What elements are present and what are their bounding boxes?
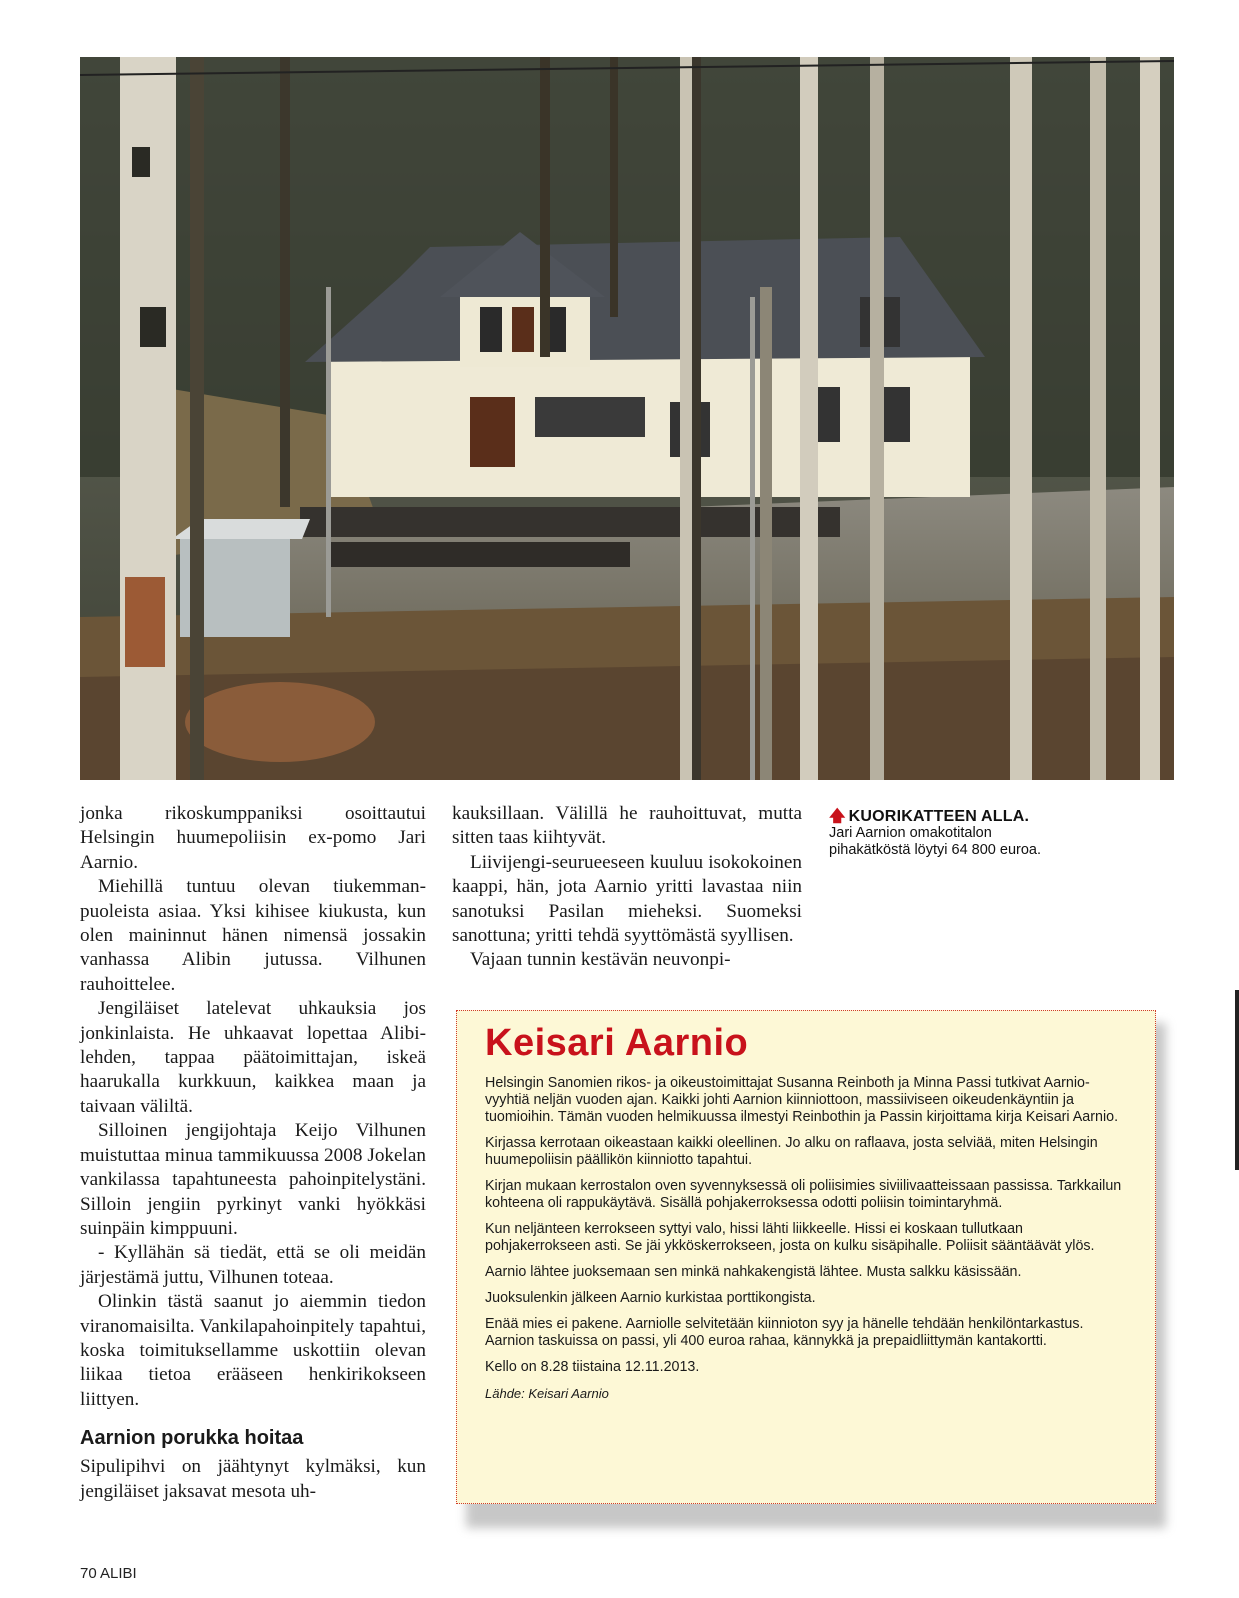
paragraph: Miehillä tuntuu olevan tiukemmanpuoleista asiaa. Yksi kihisee kiukusta, kun olen maininnut hänen nimensä jossakin vanhassa Alibin jutussa. Vilhunen rauhoittelee. [80, 876, 426, 995]
infobox-paragraph: Enää mies ei pakene. Aarniolle selvitetään kiinnioton syy ja hänelle tehdään henkilöntarkastus. Aarnion taskuissa on passi, yli 400 euroa rahaa, kännykkä ja prepaidliittymän kantakortti. [485, 1316, 1084, 1349]
infobox [456, 1010, 1156, 1504]
paragraph: Olinkin tästä saanut jo aiemmin tiedon viranomaisilta. Vankilapahoinpitely tapahtui, koska toimituksellamme uskottiin olevan liikaa tietoa erääseen henkirikokseen liittyen. [80, 1291, 426, 1410]
paragraph: Sipulipihvi on jäähtynyt kylmäksi, kun jengiläiset jaksavat mesota uh- [80, 1456, 426, 1502]
infobox-paragraph: Aarnio lähtee juoksemaan sen minkä nahkakengistä lähtee. Musta salkku käsissään. [485, 1264, 1022, 1280]
infobox-paragraph: Kello on 8.28 tiistaina 12.11.2013. [485, 1359, 700, 1375]
caption-text: Jari Aarnion omakotitalon pihakätköstä löytyi 64 800 euroa. [829, 825, 1041, 858]
paragraph: Jengiläiset latelevat uhkauksia jos jonkinlaista. He uhkaavat lopettaa Alibi-lehden, tappaa päätoimittajan, iskeä haarukalla kurkkuun, kaikkea maan ja taivaan väliltä. [80, 998, 426, 1117]
paragraph: Liivijengi-seurueeseen kuuluu isokokoinen kaappi, hän, jota Aarnio yritti lavastaa niin sanotuksi Pasilan mieheksi. Suomeksi sanottuna; yritti tehdä syyttömästä syyllisen. [452, 851, 802, 947]
infobox-paragraph: Kirjan mukaan kerrostalon oven syvennyksessä oli poliisimies siviilivaatteissaan passissa. Tarkkailun kohteena oli rappukäytävä. Sisällä pohjakerroksessa odotti poliisin toimintaryhmä. [485, 1178, 1122, 1211]
arrow-up-icon: 🡅 [829, 808, 846, 825]
house-in-forest-photo [80, 57, 1174, 780]
infobox-title: Keisari Aarnio [485, 1022, 749, 1064]
infobox-source: Lähde: Keisari Aarnio [485, 1386, 609, 1401]
infobox-paragraph: Juoksulenkin jälkeen Aarnio kurkistaa porttikongista. [485, 1290, 816, 1306]
caption-title: KUORIKATTEEN ALLA. [848, 808, 1030, 825]
paragraph: - Kyllähän sä tiedät, että se oli meidän järjestämä juttu, Vilhunen toteaa. [80, 1242, 426, 1288]
photo-caption [829, 808, 1069, 859]
paragraph: Vajaan tunnin kestävän neuvonpi- [470, 949, 731, 971]
article-column-2 [452, 802, 802, 973]
page-edge-mark [1235, 990, 1239, 1170]
paragraph: kauksillaan. Välillä he rauhoittuvat, mutta sitten taas kiihtyvät. [452, 803, 802, 849]
infobox-paragraph: Kirjassa kerrotaan oikeastaan kaikki oleellinen. Jo alku on raflaava, josta selviää, miten Helsingin huumepoliisin päällikön kiinniotto tapahtui. [485, 1135, 1098, 1168]
paragraph: Silloinen jengijohtaja Keijo Vilhunen muistuttaa minua tammikuussa 2008 Jokelan vankilassa tapahtuneesta pahoinpitelystäni. Silloin jengiin pyrkinyt vanki hyökkäsi suinpäin kimppuuni. [80, 1120, 426, 1239]
photo-illustration [80, 57, 1174, 780]
article-column-1 [80, 802, 426, 1504]
page-footer: 70 ALIBI [80, 1565, 137, 1582]
infobox-paragraph: Kun neljänteen kerrokseen syttyi valo, hissi lähti liikkeelle. Hissi ei koskaan tullutkaan pohjakerrokseen asti. Se jäi ykköskerrokseen, josta on kulku sisäpihalle. Poliisit sääntäävät ylös. [485, 1221, 1095, 1254]
caption-title-line [829, 808, 1069, 825]
infobox-paragraph: Helsingin Sanomien rikos- ja oikeustoimittajat Susanna Reinboth ja Minna Passi tutkivat Aarnio-vyyhtiä neljän vuoden ajan. Kaikki johti Aarnion kiinniottoon, massiiviseen oikeudenkäyntiin ja tuomioihin. Tämän vuoden helmikuussa ilmestyi Reinbothin ja Passin kirjoittama kirja Keisari Aarnio. [485, 1075, 1119, 1125]
subheading: Aarnion porukka hoitaa [80, 1427, 304, 1450]
paragraph: jonka rikoskumppaniksi osoittautui Helsingin huumepoliisin ex-pomo Jari Aarnio. [80, 803, 426, 873]
